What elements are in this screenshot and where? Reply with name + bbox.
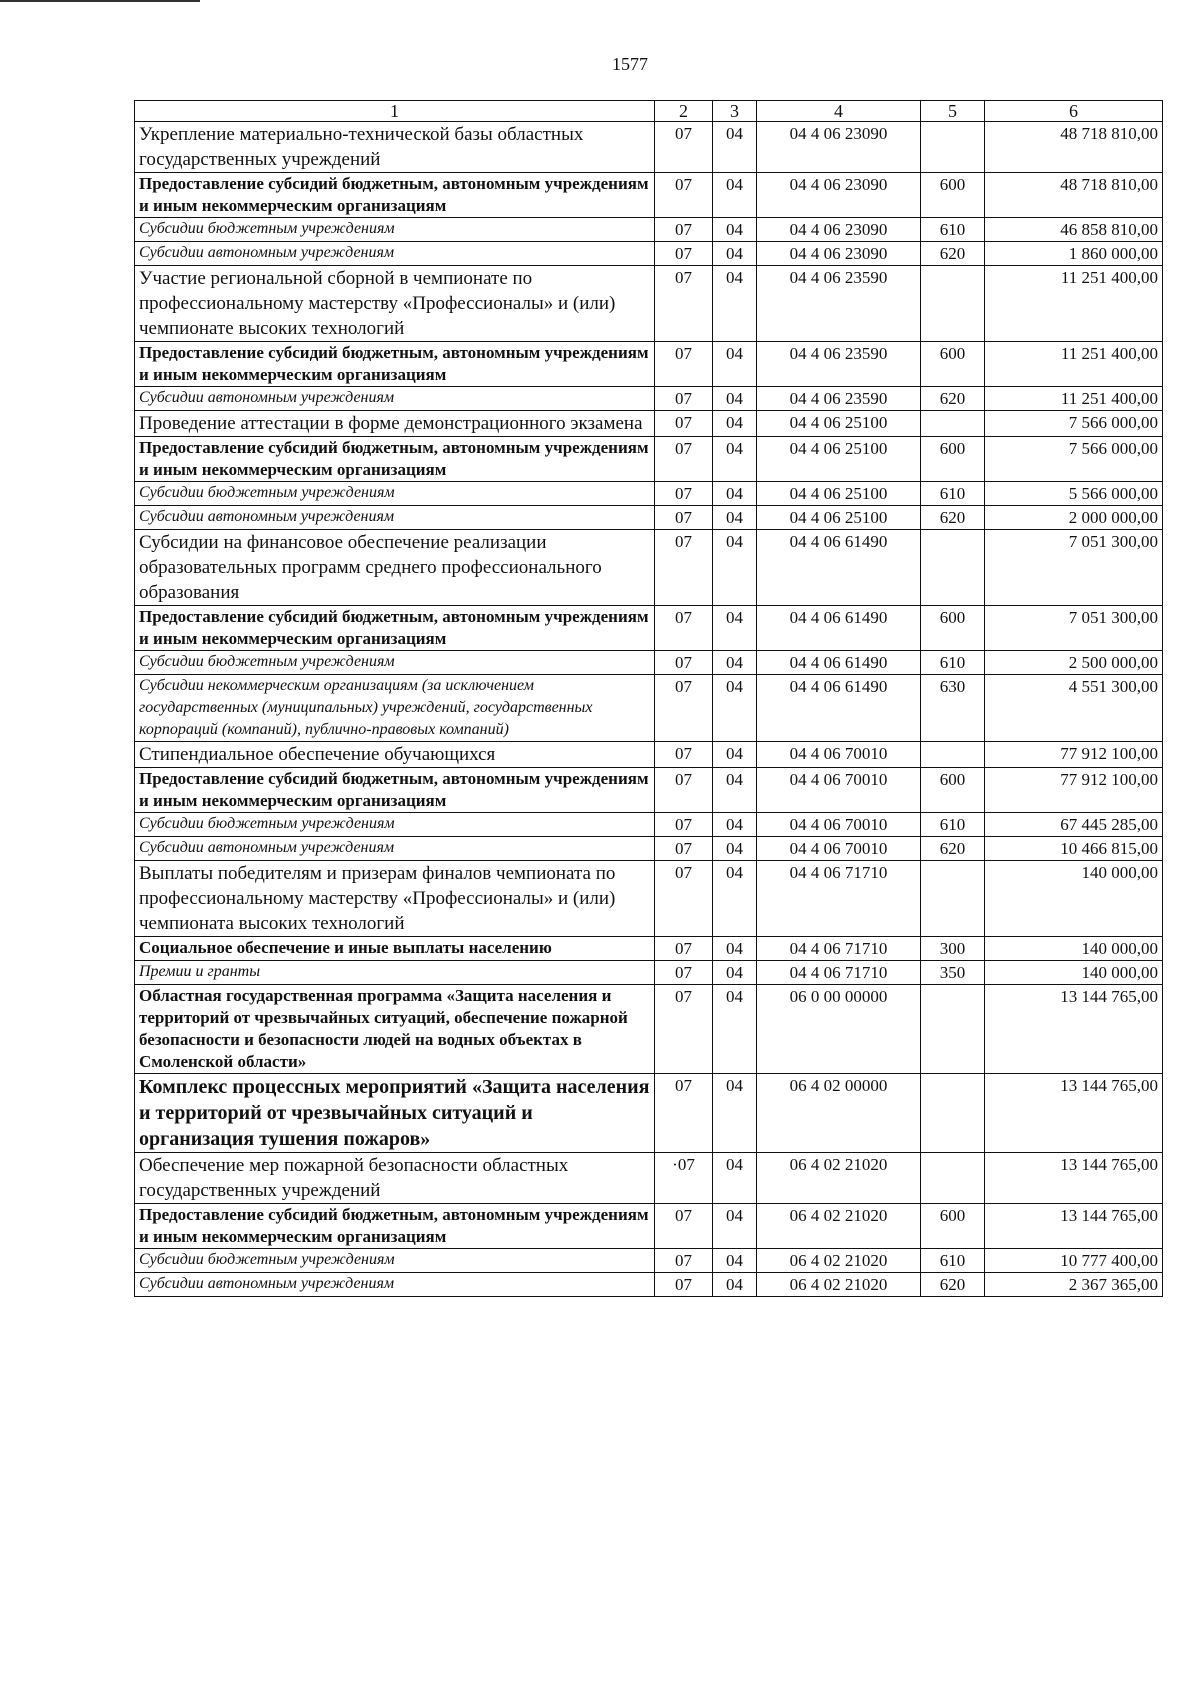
- column-header: 3: [713, 101, 757, 122]
- row-expense-type-code: [921, 266, 985, 342]
- row-subsection-code: 04: [713, 218, 757, 242]
- row-name: Выплаты победителям и призерам финалов чемпионата по профессиональному мастерству «Профессионалы» и (или) чемпионата высоких технологий: [135, 861, 655, 937]
- row-name: Субсидии автономным учреждениям: [135, 506, 655, 530]
- row-name: Субсидии бюджетным учреждениям: [135, 218, 655, 242]
- row-target-article-code: 04 4 06 71710: [757, 937, 921, 961]
- row-target-article-code: 06 0 00 00000: [757, 985, 921, 1074]
- row-subsection-code: 04: [713, 387, 757, 411]
- row-expense-type-code: 300: [921, 937, 985, 961]
- row-target-article-code: 04 4 06 23090: [757, 242, 921, 266]
- row-expense-type-code: [921, 861, 985, 937]
- row-expense-type-code: 620: [921, 837, 985, 861]
- row-name: Обеспечение мер пожарной безопасности областных государственных учреждений: [135, 1153, 655, 1204]
- row-section-code: 07: [655, 218, 713, 242]
- row-target-article-code: 04 4 06 70010: [757, 813, 921, 837]
- table-row: [135, 411, 1163, 437]
- column-header: 2: [655, 101, 713, 122]
- row-target-article-code: 04 4 06 23090: [757, 122, 921, 173]
- row-subsection-code: 04: [713, 482, 757, 506]
- row-target-article-code: 04 4 06 25100: [757, 482, 921, 506]
- table-row: [135, 506, 1163, 530]
- row-target-article-code: 04 4 06 61490: [757, 675, 921, 742]
- table-row: [135, 742, 1163, 768]
- row-expense-type-code: [921, 411, 985, 437]
- table-row: [135, 861, 1163, 937]
- row-amount: 4 551 300,00: [985, 675, 1163, 742]
- row-name: Социальное обеспечение и иные выплаты населению: [135, 937, 655, 961]
- row-name: Субсидии автономным учреждениям: [135, 837, 655, 861]
- row-section-code: 07: [655, 387, 713, 411]
- table-row: [135, 437, 1163, 482]
- row-subsection-code: 04: [713, 768, 757, 813]
- row-name: Субсидии на финансовое обеспечение реализации образовательных программ среднего профессионального образования: [135, 530, 655, 606]
- table-row: [135, 675, 1163, 742]
- row-subsection-code: 04: [713, 1249, 757, 1273]
- row-subsection-code: 04: [713, 411, 757, 437]
- row-subsection-code: 04: [713, 122, 757, 173]
- row-target-article-code: 04 4 06 23590: [757, 266, 921, 342]
- row-subsection-code: 04: [713, 985, 757, 1074]
- row-section-code: 07: [655, 837, 713, 861]
- row-section-code: 07: [655, 242, 713, 266]
- row-amount: 13 144 765,00: [985, 1204, 1163, 1249]
- row-name: Предоставление субсидий бюджетным, автономным учреждениям и иным некоммерческим организациям: [135, 173, 655, 218]
- row-amount: 13 144 765,00: [985, 985, 1163, 1074]
- row-amount: 13 144 765,00: [985, 1153, 1163, 1204]
- row-section-code: ·07: [655, 1153, 713, 1204]
- column-header: 5: [921, 101, 985, 122]
- row-expense-type-code: 630: [921, 675, 985, 742]
- row-subsection-code: 04: [713, 651, 757, 675]
- row-subsection-code: 04: [713, 837, 757, 861]
- row-subsection-code: 04: [713, 530, 757, 606]
- row-name: Субсидии бюджетным учреждениям: [135, 651, 655, 675]
- row-section-code: 07: [655, 813, 713, 837]
- row-section-code: 07: [655, 266, 713, 342]
- row-target-article-code: 04 4 06 23590: [757, 342, 921, 387]
- row-amount: 10 777 400,00: [985, 1249, 1163, 1273]
- row-amount: 1 860 000,00: [985, 242, 1163, 266]
- row-expense-type-code: 600: [921, 173, 985, 218]
- row-name: Предоставление субсидий бюджетным, автономным учреждениям и иным некоммерческим организациям: [135, 342, 655, 387]
- row-expense-type-code: [921, 985, 985, 1074]
- table-row: [135, 768, 1163, 813]
- row-section-code: 07: [655, 606, 713, 651]
- page-number: 1577: [612, 54, 648, 74]
- table-row: [135, 242, 1163, 266]
- row-name: Укрепление материально-технической базы областных государственных учреждений: [135, 122, 655, 173]
- row-expense-type-code: [921, 122, 985, 173]
- row-subsection-code: 04: [713, 1204, 757, 1249]
- row-name: Субсидии бюджетным учреждениям: [135, 813, 655, 837]
- row-amount: 7 566 000,00: [985, 437, 1163, 482]
- row-name: Субсидии бюджетным учреждениям: [135, 482, 655, 506]
- row-target-article-code: 04 4 06 23090: [757, 173, 921, 218]
- row-subsection-code: 04: [713, 675, 757, 742]
- row-expense-type-code: 610: [921, 813, 985, 837]
- row-expense-type-code: 620: [921, 506, 985, 530]
- column-header: 6: [985, 101, 1163, 122]
- row-subsection-code: 04: [713, 861, 757, 937]
- row-expense-type-code: 620: [921, 387, 985, 411]
- table-body: [135, 122, 1163, 1297]
- row-amount: 2 500 000,00: [985, 651, 1163, 675]
- row-name: Субсидии автономным учреждениям: [135, 387, 655, 411]
- row-amount: 48 718 810,00: [985, 122, 1163, 173]
- row-target-article-code: 04 4 06 61490: [757, 606, 921, 651]
- row-expense-type-code: 610: [921, 482, 985, 506]
- row-section-code: 07: [655, 961, 713, 985]
- row-target-article-code: 04 4 06 70010: [757, 768, 921, 813]
- row-expense-type-code: [921, 1074, 985, 1153]
- column-header: 4: [757, 101, 921, 122]
- table-row: [135, 651, 1163, 675]
- row-amount: 2 367 365,00: [985, 1273, 1163, 1297]
- table-row: [135, 837, 1163, 861]
- row-expense-type-code: 620: [921, 242, 985, 266]
- row-section-code: 07: [655, 437, 713, 482]
- row-target-article-code: 04 4 06 23090: [757, 218, 921, 242]
- row-amount: 7 051 300,00: [985, 530, 1163, 606]
- row-name: Областная государственная программа «Защита населения и территорий от чрезвычайных ситуаций, обеспечение пожарной безопасности и безопасности людей на водных объектах в Смоленской области»: [135, 985, 655, 1074]
- row-target-article-code: 06 4 02 21020: [757, 1153, 921, 1204]
- row-section-code: 07: [655, 342, 713, 387]
- row-target-article-code: 06 4 02 21020: [757, 1273, 921, 1297]
- table-row: [135, 482, 1163, 506]
- row-target-article-code: 06 4 02 21020: [757, 1249, 921, 1273]
- row-section-code: 07: [655, 985, 713, 1074]
- row-subsection-code: 04: [713, 342, 757, 387]
- table-row: [135, 1074, 1163, 1153]
- row-amount: 140 000,00: [985, 861, 1163, 937]
- table-row: [135, 937, 1163, 961]
- row-subsection-code: 04: [713, 242, 757, 266]
- row-target-article-code: 04 4 06 25100: [757, 411, 921, 437]
- row-amount: 11 251 400,00: [985, 387, 1163, 411]
- row-amount: 140 000,00: [985, 937, 1163, 961]
- row-name: Предоставление субсидий бюджетным, автономным учреждениям и иным некоммерческим организациям: [135, 1204, 655, 1249]
- row-target-article-code: 04 4 06 70010: [757, 742, 921, 768]
- row-target-article-code: 04 4 06 71710: [757, 961, 921, 985]
- row-amount: 48 718 810,00: [985, 173, 1163, 218]
- column-header: 1: [135, 101, 655, 122]
- row-name: Стипендиальное обеспечение обучающихся: [135, 742, 655, 768]
- row-target-article-code: 04 4 06 71710: [757, 861, 921, 937]
- row-target-article-code: 06 4 02 00000: [757, 1074, 921, 1153]
- row-subsection-code: 04: [713, 1074, 757, 1153]
- row-section-code: 07: [655, 482, 713, 506]
- table-row: [135, 985, 1163, 1074]
- row-section-code: 07: [655, 768, 713, 813]
- row-amount: 11 251 400,00: [985, 342, 1163, 387]
- row-subsection-code: 04: [713, 506, 757, 530]
- row-expense-type-code: 620: [921, 1273, 985, 1297]
- row-subsection-code: 04: [713, 937, 757, 961]
- row-target-article-code: 04 4 06 25100: [757, 437, 921, 482]
- table-row: [135, 342, 1163, 387]
- row-amount: 5 566 000,00: [985, 482, 1163, 506]
- row-target-article-code: 04 4 06 61490: [757, 651, 921, 675]
- row-subsection-code: 04: [713, 437, 757, 482]
- row-section-code: 07: [655, 1273, 713, 1297]
- row-expense-type-code: 600: [921, 437, 985, 482]
- row-section-code: 07: [655, 861, 713, 937]
- row-name: Комплекс процессных мероприятий «Защита населения и территорий от чрезвычайных ситуаций и организация тушения пожаров»: [135, 1074, 655, 1153]
- table-row: [135, 813, 1163, 837]
- row-section-code: 07: [655, 122, 713, 173]
- row-section-code: 07: [655, 530, 713, 606]
- row-amount: 77 912 100,00: [985, 768, 1163, 813]
- row-expense-type-code: 600: [921, 606, 985, 651]
- row-section-code: 07: [655, 937, 713, 961]
- row-expense-type-code: 600: [921, 1204, 985, 1249]
- row-amount: 7 051 300,00: [985, 606, 1163, 651]
- budget-table: [134, 100, 1163, 1297]
- table-row: [135, 606, 1163, 651]
- row-subsection-code: 04: [713, 1153, 757, 1204]
- row-target-article-code: 04 4 06 23590: [757, 387, 921, 411]
- row-expense-type-code: 600: [921, 768, 985, 813]
- row-name: Предоставление субсидий бюджетным, автономным учреждениям и иным некоммерческим организациям: [135, 437, 655, 482]
- row-amount: 2 000 000,00: [985, 506, 1163, 530]
- row-amount: 140 000,00: [985, 961, 1163, 985]
- row-name: Предоставление субсидий бюджетным, автономным учреждениям и иным некоммерческим организациям: [135, 768, 655, 813]
- row-subsection-code: 04: [713, 742, 757, 768]
- row-subsection-code: 04: [713, 961, 757, 985]
- row-section-code: 07: [655, 173, 713, 218]
- row-expense-type-code: 350: [921, 961, 985, 985]
- row-section-code: 07: [655, 1249, 713, 1273]
- row-amount: 11 251 400,00: [985, 266, 1163, 342]
- row-target-article-code: 04 4 06 70010: [757, 837, 921, 861]
- row-section-code: 07: [655, 651, 713, 675]
- table-row: [135, 218, 1163, 242]
- row-subsection-code: 04: [713, 606, 757, 651]
- table-row: [135, 1204, 1163, 1249]
- row-amount: 10 466 815,00: [985, 837, 1163, 861]
- row-amount: 67 445 285,00: [985, 813, 1163, 837]
- row-section-code: 07: [655, 506, 713, 530]
- row-name: Предоставление субсидий бюджетным, автономным учреждениям и иным некоммерческим организациям: [135, 606, 655, 651]
- row-expense-type-code: 600: [921, 342, 985, 387]
- row-name: Субсидии автономным учреждениям: [135, 242, 655, 266]
- row-expense-type-code: [921, 742, 985, 768]
- row-name: Субсидии автономным учреждениям: [135, 1273, 655, 1297]
- table-row: [135, 530, 1163, 606]
- table-row: [135, 387, 1163, 411]
- row-section-code: 07: [655, 1204, 713, 1249]
- row-subsection-code: 04: [713, 813, 757, 837]
- row-name: Участие региональной сборной в чемпионате по профессиональному мастерству «Профессионалы» и (или) чемпионате высоких технологий: [135, 266, 655, 342]
- row-section-code: 07: [655, 742, 713, 768]
- row-target-article-code: 06 4 02 21020: [757, 1204, 921, 1249]
- row-name: Проведение аттестации в форме демонстрационного экзамена: [135, 411, 655, 437]
- row-expense-type-code: [921, 530, 985, 606]
- row-target-article-code: 04 4 06 61490: [757, 530, 921, 606]
- row-subsection-code: 04: [713, 266, 757, 342]
- table-header-row: [135, 101, 1163, 122]
- row-amount: 13 144 765,00: [985, 1074, 1163, 1153]
- row-amount: 7 566 000,00: [985, 411, 1163, 437]
- row-section-code: 07: [655, 411, 713, 437]
- table-row: [135, 1249, 1163, 1273]
- row-section-code: 07: [655, 675, 713, 742]
- row-name: Субсидии некоммерческим организациям (за исключением государственных (муниципальных) учреждений, государственных корпораций (компаний), публично-правовых компаний): [135, 675, 655, 742]
- row-subsection-code: 04: [713, 1273, 757, 1297]
- table-row: [135, 266, 1163, 342]
- row-expense-type-code: [921, 1153, 985, 1204]
- row-expense-type-code: 610: [921, 1249, 985, 1273]
- table-row: [135, 961, 1163, 985]
- table-row: [135, 1153, 1163, 1204]
- row-expense-type-code: 610: [921, 218, 985, 242]
- row-section-code: 07: [655, 1074, 713, 1153]
- row-amount: 46 858 810,00: [985, 218, 1163, 242]
- top-edge-rule: [0, 0, 200, 2]
- row-name: Субсидии бюджетным учреждениям: [135, 1249, 655, 1273]
- table-row: [135, 122, 1163, 173]
- table-row: [135, 1273, 1163, 1297]
- row-amount: 77 912 100,00: [985, 742, 1163, 768]
- row-subsection-code: 04: [713, 173, 757, 218]
- table-row: [135, 173, 1163, 218]
- row-name: Премии и гранты: [135, 961, 655, 985]
- row-expense-type-code: 610: [921, 651, 985, 675]
- row-target-article-code: 04 4 06 25100: [757, 506, 921, 530]
